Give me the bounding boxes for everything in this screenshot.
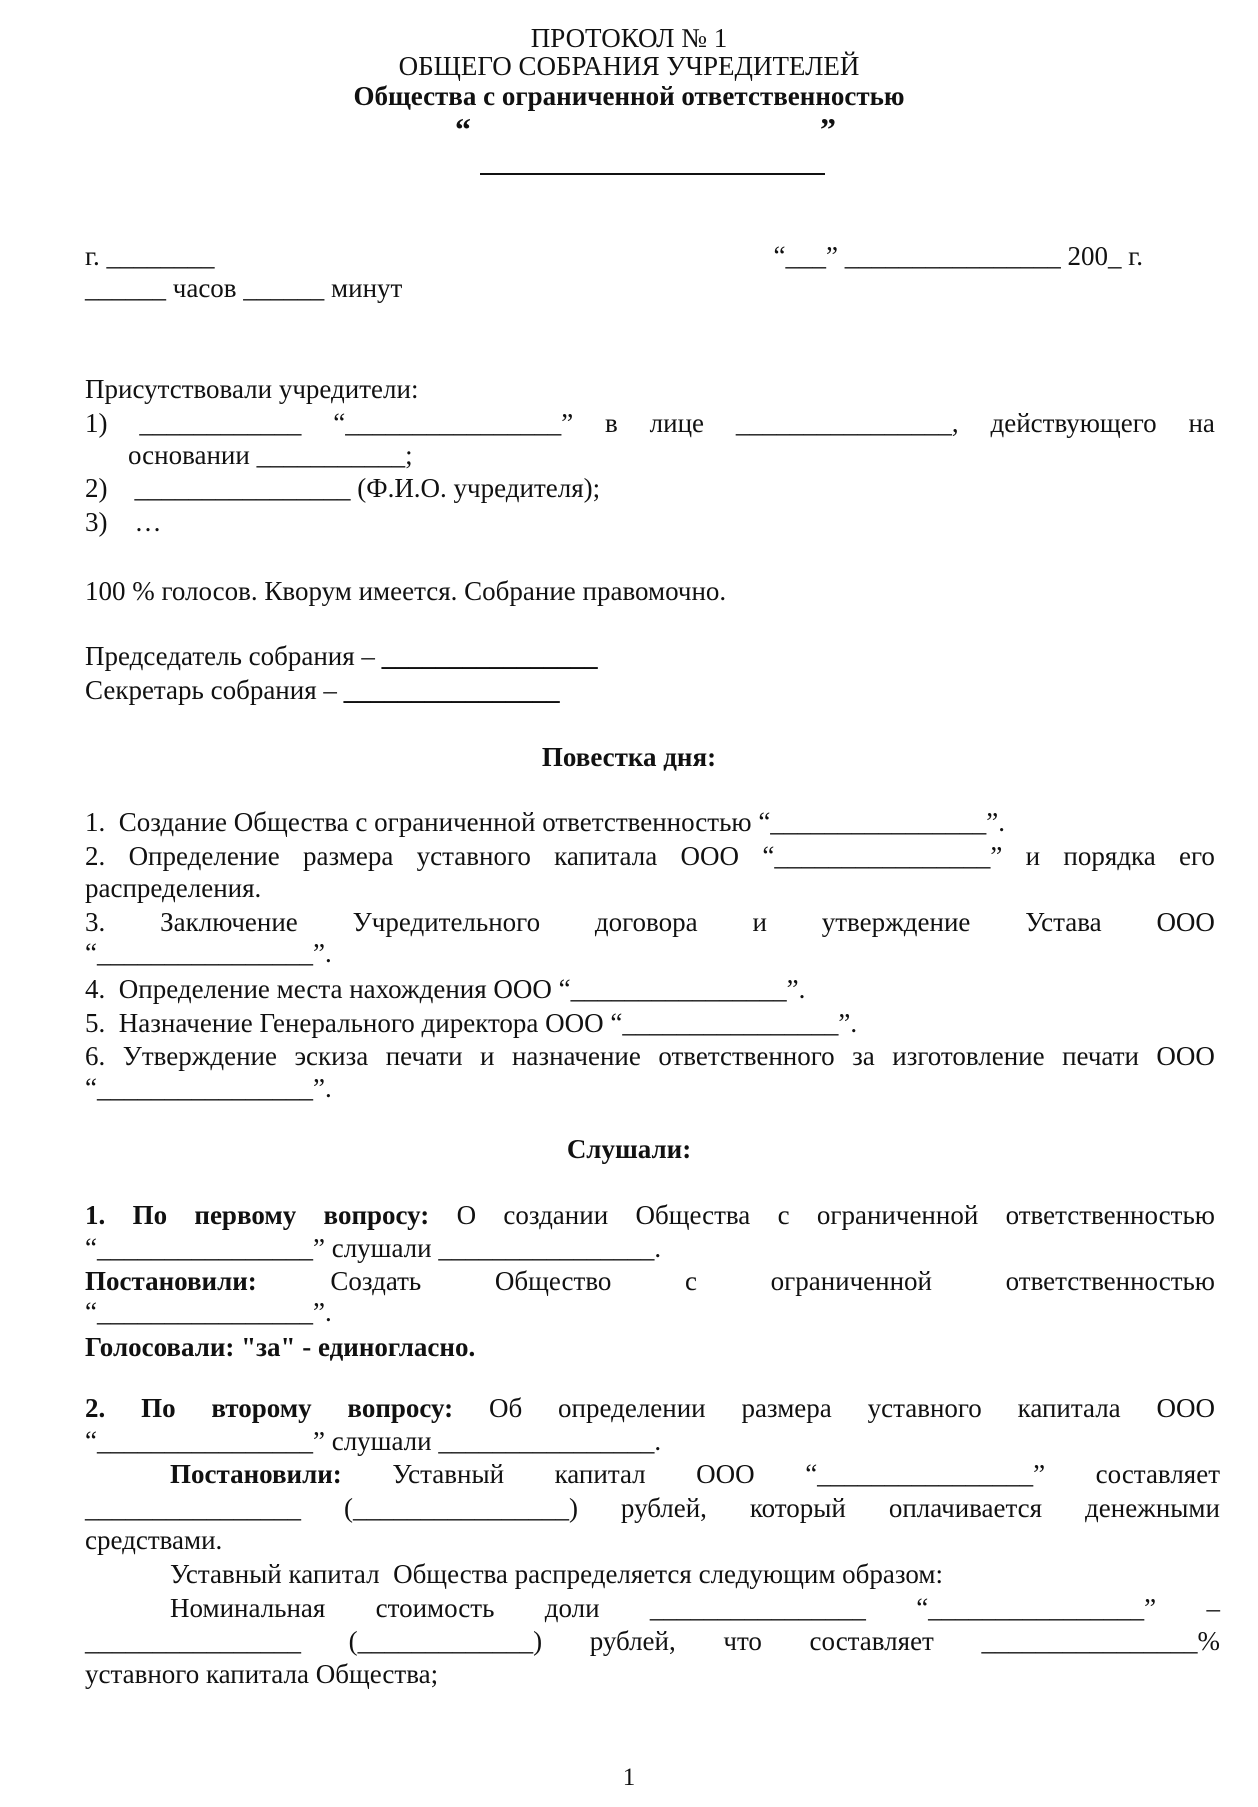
agenda-item-2: 2. Определение размера уставного капитала ООО “________________” и порядка его [85,841,1215,871]
quorum-text: 100 % голосов. Кворум имеется. Собрание правомочно. [85,576,727,606]
date-field: “___” ________________ 200_ г. [773,241,1143,271]
page-number: 1 [622,1764,636,1791]
question-1-continued: “________________” слушали ________________. [85,1233,662,1263]
doc-title-assembly: ОБЩЕГО СОБРАНИЯ УЧРЕДИТЕЛЕЙ [398,51,860,81]
city-field: г. ________ [85,241,215,271]
question-2-nominal-share: Номинальная стоимость доли ________________ “________________” – [170,1593,1220,1623]
question-2-distribution: Уставный капитал Общества распределяется следующим образом: [170,1559,943,1589]
question-1-resolution: Постановили: Создать Общество с ограниченной ответственностью [85,1266,1215,1296]
secretary-line: Секретарь собрания – ________________ [85,675,560,705]
question-1-resolution-continued: “________________”. [85,1297,332,1327]
agenda-heading: Повестка дня: [541,742,717,772]
question-2-nominal-amount: ________________ (_____________) рублей, что составляет ________________% [85,1626,1220,1656]
question-1-line: 1. По первому вопросу: О создании Общества с ограниченной ответственностью [85,1200,1215,1230]
company-name-quote-open: “ [455,111,471,147]
agenda-item-6: 6. Утверждение эскиза печати и назначение ответственного за изготовление печати ООО [85,1041,1215,1071]
company-name-quote-close: ” [820,111,836,147]
agenda-item-1: 1. Создание Общества с ограниченной ответственностью “________________”. [85,807,1006,837]
attendee-3-line: 3) … [85,507,162,537]
question-2-nominal-continued: уставного капитала Общества; [85,1659,439,1689]
agenda-item-3-continued: “________________”. [85,938,332,968]
question-2-capital-amount: ________________ (________________) рублей, который оплачивается денежными [85,1493,1220,1523]
doc-title-number: ПРОТОКОЛ № 1 [530,23,728,53]
question-2-continued: “________________” слушали ________________. [85,1426,662,1456]
agenda-item-5: 5. Назначение Генерального директора ООО “________________”. [85,1008,858,1038]
agenda-item-3: 3. Заключение Учредительного договора и утверждение Устава ООО [85,907,1215,937]
question-2-line: 2. По второму вопросу: Об определении размера уставного капитала ООО [85,1393,1215,1423]
heard-heading: Слушали: [566,1134,692,1164]
agenda-item-4: 4. Определение места нахождения ООО “________________”. [85,974,806,1004]
doc-title-company: Общества с ограниченной ответственностью [353,81,905,111]
attendance-heading: Присутствовали учредители: [85,374,419,404]
company-name-blank [480,173,825,175]
agenda-item-6-continued: “________________”. [85,1073,332,1103]
attendee-2-line: 2) ________________ (Ф.И.О. учредителя); [85,473,601,503]
question-2-capital-means: средствами. [85,1525,223,1555]
question-2-resolution: Постановили: Уставный капитал ООО “________________” составляет [170,1459,1220,1489]
agenda-item-2-continued: распределения. [85,873,262,903]
attendee-1-continued: основании ___________; [128,440,413,470]
chairman-line: Председатель собрания – ________________ [85,641,598,671]
attendee-1-line: 1) ____________ “________________” в лице ________________, действующего на [85,408,1215,438]
question-1-vote: Голосовали: "за" - единогласно. [85,1332,476,1362]
time-field: ______ часов ______ минут [85,273,403,303]
